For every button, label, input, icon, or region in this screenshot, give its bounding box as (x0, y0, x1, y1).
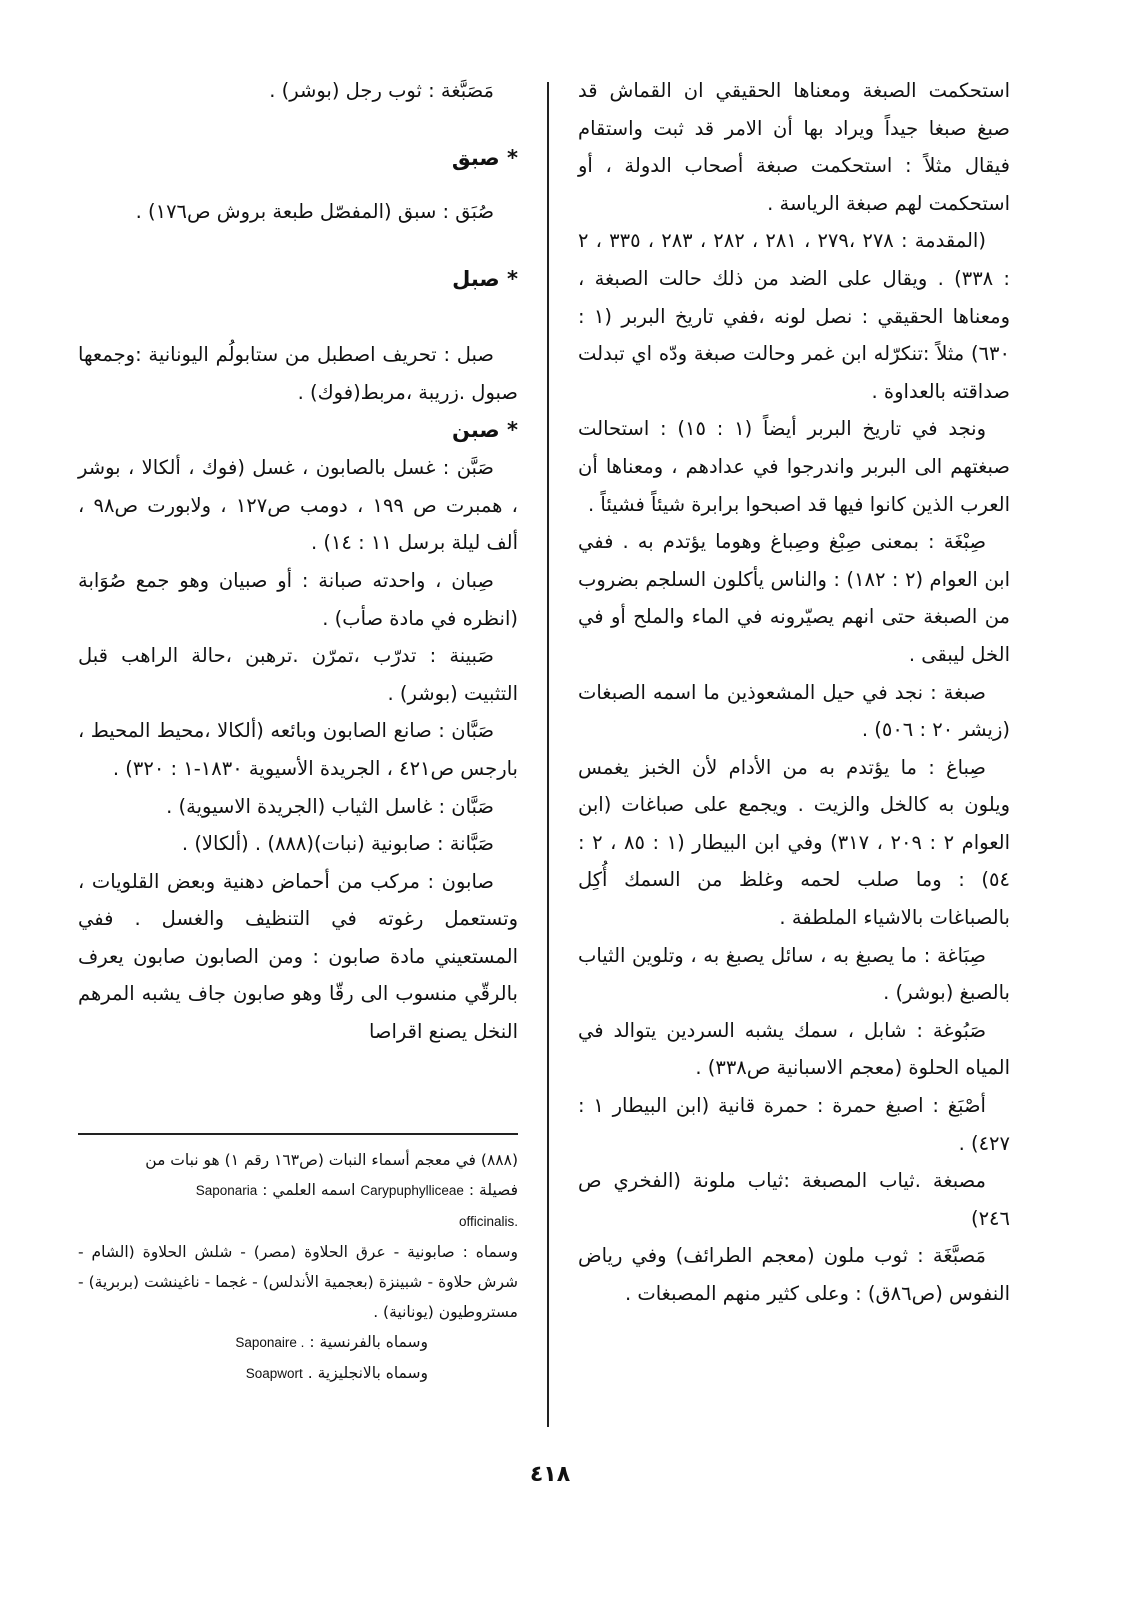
heading-saban: * صبن (451, 417, 518, 442)
footnote-line-6 (78, 1358, 518, 1389)
footnote-line-1: (٨٨٨) في معجم أسماء النبات (ص١٦٣ رقم ١) هو نبات من (145, 1151, 518, 1169)
footnote-officinalis: officinalis. (458, 1214, 518, 1229)
paragraph-8: صَبُوغة : شابل ، سمك يشبه السردين يتوالد في المياه الحلوة (معجم الاسبانية ص٣٣٨) . (578, 1018, 1010, 1080)
footnote-line-2 (78, 1175, 518, 1206)
paragraph-11: مَصبَّغَة : ثوب ملون (معجم الطرائف) وفي رياض النفوس (ص٨٦ق) : وعلى كثير منهم المصبغات . (578, 1244, 1010, 1305)
paragraph-10: مصبغة .ثياب المصبغة :ثياب ملونة (الفخري ص ٢٤٦) (578, 1169, 1010, 1230)
entry-sabaq: صُبَق : سبق (المفصّل طبعة بروش ص١٧٦) . (135, 200, 494, 224)
footnote-family-label: فصيلة : (468, 1181, 518, 1199)
entry-saban-5: صَبَّان : غاسل الثياب (الجريدة الاسيوية) . (166, 794, 494, 818)
entry-saban-3: صَبينة : تدرّب ،تمرّن .ترهبن ،حالة الراهب قبل التثبيت (بوشر) . (78, 644, 518, 705)
heading-sabaq: * صبق (451, 145, 518, 170)
paragraph-2: (المقدمة : ٢٧٨ ،٢٧٩ ، ٢٨١ ، ٢٨٢ ، ٢٨٣ ، ٣٣٥ ، ٢ : ٣٣٨) . ويقال على الضد من ذلك حالت الصبغة ، ومعناها الحقيقي : نصل لونه ،ففي تاريخ البربر (١ : ٦٣٠) مثلاً :تنكرّله ابن غمر وحالت صبغة ودّه اي تبدلت صداقته بالعداوة . (578, 229, 1010, 403)
entry-saban-7: صابون : مركب من أحماض دهنية وبعض القلويات ، وتستعمل رغوته في التنظيف والغسل . ففي المستعيني مادة صابون : ومن الصابون صابون يعرف بالرقّي منسوب الى رقّا وهو صابون جاف يشبه المرهم النخل يصنع اقراصا (78, 869, 518, 1044)
footnote-french-latin: Saponaire . (235, 1335, 305, 1350)
left-column (78, 72, 518, 1051)
entry-sabal: صبل : تحريف اصطبل من ستابولُم اليونانية :وجمعها صبول .زريبة ،مربط(فوك) . (78, 343, 518, 404)
entry-saban-6: صَبَّانة : صابونية (نبات)(٨٨٨) . (ألكالا) . (181, 832, 494, 856)
page-number: ٤١٨ (529, 1462, 571, 1487)
entry-top: مَصَبَّغة : ثوب رجل (بوشر) . (269, 79, 494, 102)
paragraph-3: ونجد في تاريخ البربر أيضاً (١ : ١٥) : استحالت صبغتهم الى البربر واندرجوا في عدادهم ، ومعناها أن العرب الذين كانوا فيها قد اصبحوا برابرة شيئاً فشيئاً . (578, 417, 1010, 516)
right-column (578, 72, 1010, 1313)
footnote-line-4: وسماه : صابونية - عرق الحلاوة (مصر) - شلش الحلاوة (الشام - شرش حلاوة - شبينزة (بعجمية الأندلس) - غجما - ناغينشت (بربرية) - مستروطيون (يونانية) . (78, 1243, 518, 1321)
footnote-line-3 (78, 1206, 518, 1237)
footnote-english-label: وسماه بالانجليزية . (307, 1364, 428, 1382)
entry-saban-2: صِبان ، واحدته صبانة : أو صبيان وهو جمع صُوَابة (انظره في مادة صأب) . (78, 568, 518, 630)
footnote-divider (78, 1133, 518, 1135)
entry-saban-1: صَبَّن : غسل بالصابون ، غسل (فوك ، ألكالا ، بوشر ، همبرت ص ١٩٩ ، دومب ص١٢٧ ، ولابورت ص٩٨ ، ألف ليلة برسل ١١ : ١٤) . (78, 456, 518, 555)
footnote-family-latin: Carypuphylliceae (360, 1183, 464, 1198)
footnote-line-5 (78, 1327, 518, 1358)
paragraph-9: أصْبَغ : اصبغ حمرة : حمرة قانية (ابن البيطار ١ : ٤٢٧) . (578, 1094, 1010, 1155)
paragraph-1: استحكمت الصبغة ومعناها الحقيقي ان القماش قد صبغ صبغا جيداً ويراد بها أن الامر قد ثبت واستقام فيقال مثلاً : استحكمت صبغة أصحاب الدولة ، أو استحكمت لهم صبغة الرياسة . (578, 79, 1010, 215)
footnote-sci-label: اسمه العلمي : (262, 1181, 356, 1199)
paragraph-5: صبغة : نجد في حيل المشعوذين ما اسمه الصبغات (زيشر ٢٠ : ٥٠٦) . (578, 680, 1010, 742)
paragraph-6: صِباغ : ما يؤتدم به من الأدام لأن الخبز يغمس ويلون به كالخل والزيت . ويجمع على صباغات (ابن العوام ٢ : ٢٠٩ ، ٣١٧) وفي ابن البيطار (١ : ٨٥ ، ٢ : ٥٤) : وما صلب لحمه وغلظ من السمك أُكِل بالصباغات بالاشياء الملطفة . (578, 755, 1010, 930)
footnotes (78, 1145, 518, 1389)
footnote-french-label: وسماه بالفرنسية : (309, 1333, 428, 1351)
paragraph-7: صِبَاغة : ما يصبغ به ، سائل يصبغ به ، وتلوين الثياب بالصبغ (بوشر) . (578, 943, 1010, 1005)
column-divider (547, 82, 549, 1427)
footnote-english-latin: Soapwort (245, 1366, 303, 1381)
paragraph-4: صِبْغَة : بمعنى صِبْغ وصِباغ وهوما يؤتدم به . ففي ابن العوام (٢ : ١٨٢) : والناس يأكلون السلجم بضروب من الصبغة حتى انهم يصيّرونه في الماء والملح أو في الخل ليبقى . (578, 530, 1011, 666)
entry-saban-4: صَبَّان : صانع الصابون وبائعه (ألكالا ،محيط المحيط ، بارجس ص٤٢١ ، الجريدة الأسيوية ١٨٣٠-١ : ٣٢٠) . (78, 719, 518, 780)
heading-sabal: * صبل (452, 266, 518, 291)
footnote-sci-latin: Saponaria (195, 1183, 258, 1198)
